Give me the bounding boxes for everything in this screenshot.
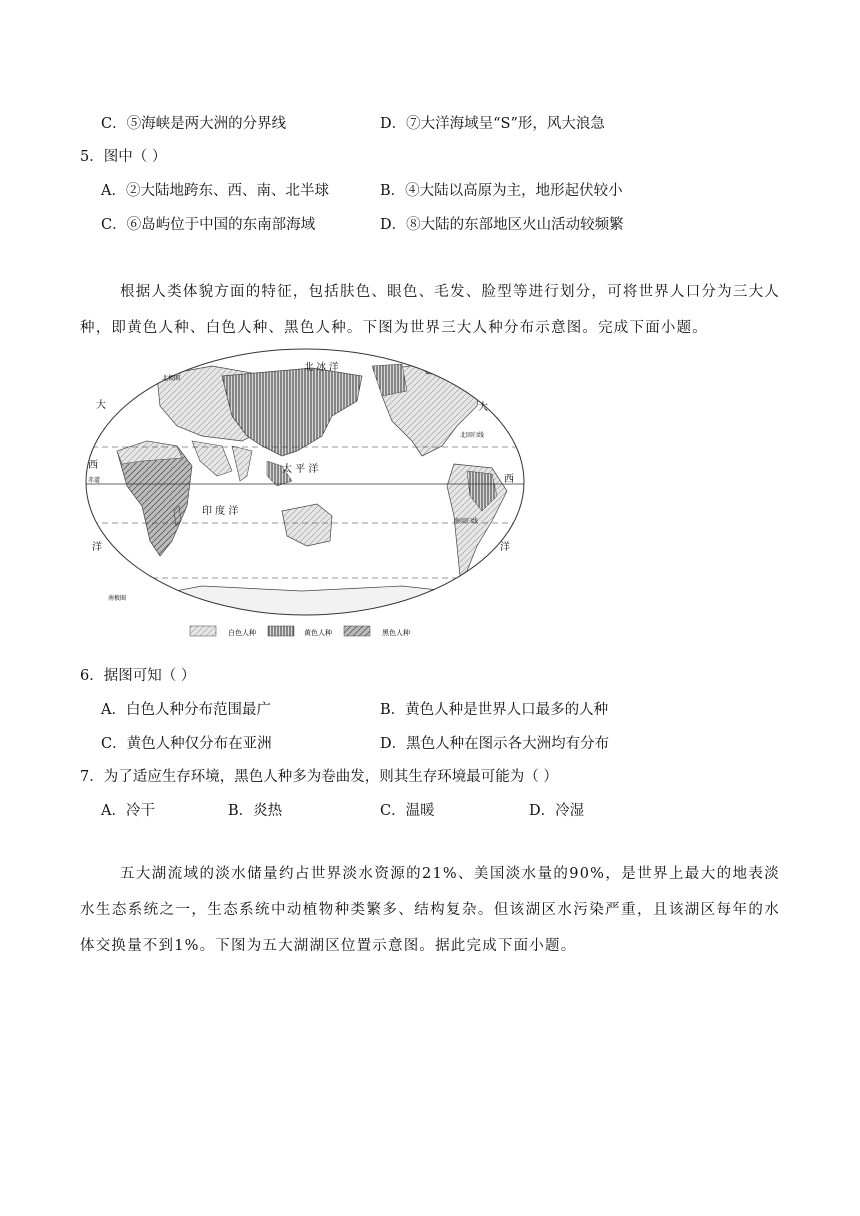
- passage-races: 根据人类体貌方面的特征，包括肤色、眼色、毛发、脸型等进行划分，可将世界人口分为三大人种，即黄色人种、白色人种、黑色人种。下图为世界三大人种分布示意图。完成下面小题。: [80, 284, 780, 336]
- q6-option-c: C．黄色人种仅分布在亚洲: [101, 736, 272, 752]
- label-atlantic-right-3: 洋: [500, 542, 510, 553]
- q7-option-d: D．冷湿: [529, 803, 585, 819]
- q5-option-a: A．②大陆地跨东、西、南、北半球: [101, 183, 329, 199]
- legend-yellow: 黄色人种: [304, 629, 332, 637]
- label-antarctic-circle: 南极圈: [108, 595, 127, 602]
- q7-option-c: C．温暖: [380, 803, 435, 819]
- legend-white: 白色人种: [228, 629, 256, 637]
- q6-option-a: A．白色人种分布范围最广: [101, 702, 271, 718]
- label-indian: 印 度 洋: [202, 506, 239, 517]
- label-atlantic-left-1: 大: [96, 400, 106, 411]
- passage-great-lakes: 五大湖流域的淡水储量约占世界淡水资源的21%、美国淡水量的90%，是世界上最大的地表淡水生态系统之一，生态系统中动植物种类繁多、结构复杂。但该湖区水污染严重，且该湖区每年的水体交换量不到1%。下图为五大湖湖区位置示意图。据此完成下面小题。: [80, 866, 780, 954]
- q5-option-d: D．⑧大陆的东部地区火山活动较频繁: [380, 217, 624, 233]
- q4-option-c: C．⑤海峡是两大洲的分界线: [101, 116, 287, 132]
- label-atlantic-right-1: 大: [478, 402, 488, 413]
- legend-swatch-black: [344, 626, 370, 636]
- q6-option-d: D．黑色人种在图示各大洲均有分布: [380, 736, 610, 752]
- q6-stem: 6．据图可知（ ）: [80, 668, 196, 684]
- legend-swatch-white: [190, 626, 216, 636]
- label-arctic: 北 冰 洋: [304, 362, 339, 373]
- label-atlantic-left-3: 洋: [92, 542, 102, 553]
- q4-option-d: D．⑦大洋海域呈“S”形，风大浪急: [380, 116, 605, 132]
- label-tropic-cancer: 北回归线: [460, 432, 485, 439]
- world-races-map: [82, 346, 528, 644]
- label-tropic-capricorn: 南回归线: [454, 518, 479, 525]
- q7-option-a: A．冷干: [101, 803, 155, 819]
- label-atlantic-left-2: 西: [88, 460, 98, 471]
- q5-option-b: B．④大陆以高原为主，地形起伏较小: [380, 183, 623, 199]
- map-legend: [190, 626, 410, 637]
- legend-black: 黑色人种: [382, 629, 410, 637]
- q6-option-b: B．黄色人种是世界人口最多的人种: [380, 702, 609, 718]
- q7-option-b: B．炎热: [228, 803, 283, 819]
- label-pacific: 太 平 洋: [282, 464, 319, 475]
- label-atlantic-right-2: 西: [504, 474, 514, 485]
- legend-swatch-yellow: [268, 626, 294, 636]
- q5-option-c: C．⑥岛屿位于中国的东南部海域: [101, 217, 316, 233]
- label-arctic-circle: 北极圈: [162, 375, 181, 382]
- q5-stem: 5．图中（ ）: [80, 149, 167, 165]
- q7-stem: 7．为了适应生存环境，黑色人种多为卷曲发，则其生存环境最可能为（ ）: [80, 769, 558, 785]
- label-equator: 赤道: [88, 477, 101, 484]
